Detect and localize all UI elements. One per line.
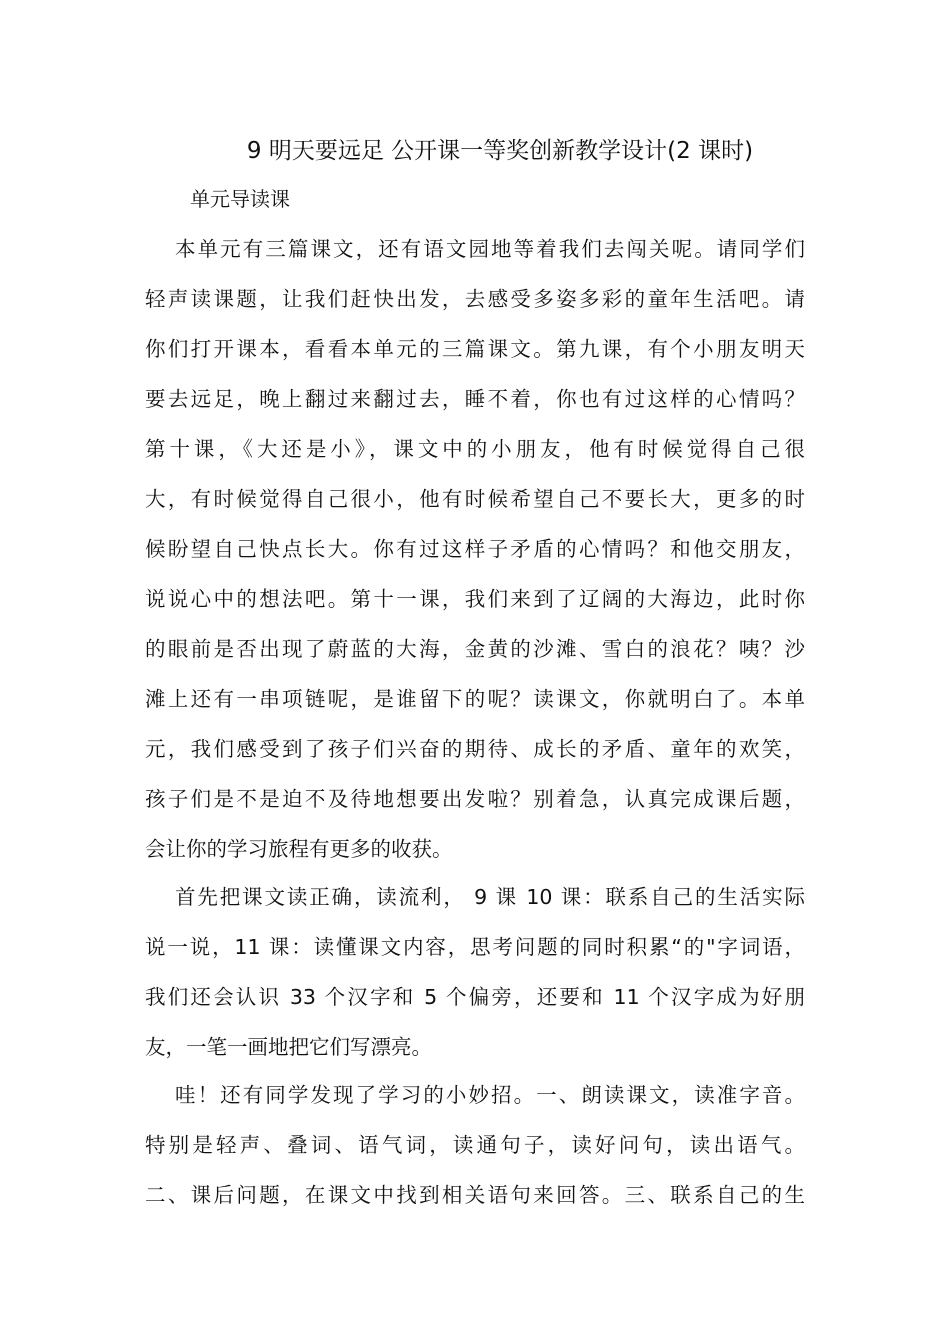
paragraph-intro: [145, 224, 805, 874]
paragraph-reading-goals: [145, 872, 805, 1072]
text-line: 二、课后问题，在课文中找到相关语句来回答。三、联系自己的生: [145, 1183, 805, 1207]
text-line: 孩子们是不是迫不及待地想要出发啦？别着急，认真完成课后题，: [145, 787, 805, 811]
text-line: 本单元有三篇课文，还有语文园地等着我们去闯关呢。请同学们: [175, 237, 805, 261]
text-line: 首先把课文读正确，读流利， 9 课 10 课：联系自己的生活实际: [175, 885, 805, 909]
document-title: 9 明天要远足 公开课一等奖创新教学设计(2 课时): [246, 138, 754, 164]
text-line: 元，我们感受到了孩子们兴奋的期待、成长的矛盾、童年的欢笑，: [145, 737, 805, 761]
text-line: 哇！还有同学发现了学习的小妙招。一、朗读课文，读准字音。: [175, 1083, 805, 1107]
text-line: 第十课，《大还是小》，课文中的小朋友，他有时候觉得自己很: [145, 437, 805, 461]
text-line: 我们还会认识 33 个汉字和 5 个偏旁，还要和 11 个汉字成为好朋: [145, 985, 805, 1009]
text-line: 特别是轻声、叠词、语气词，读通句子，读好问句，读出语气。: [145, 1133, 805, 1157]
section-heading: 单元导读课: [190, 187, 290, 211]
text-line: 友，一笔一画地把它们写漂亮。: [145, 1035, 432, 1059]
text-line: 轻声读课题，让我们赶快出发，去感受多姿多彩的童年生活吧。请: [145, 287, 805, 311]
text-line: 说一说，11 课：读懂课文内容，思考问题的同时积累“的"字词语，: [145, 935, 805, 959]
text-line: 你们打开课本，看看本单元的三篇课文。第九课，有个小朋友明天: [145, 337, 805, 361]
text-line: 说说心中的想法吧。第十一课，我们来到了辽阔的大海边，此时你: [145, 587, 805, 611]
text-line: 大，有时候觉得自己很小，他有时候希望自己不要长大，更多的时: [145, 487, 805, 511]
text-line: 会让你的学习旅程有更多的收获。: [145, 837, 453, 861]
text-line: 要去远足，晚上翻过来翻过去，睡不着，你也有过这样的心情吗？: [145, 387, 805, 411]
text-line: 滩上还有一串项链呢，是谁留下的呢？读课文，你就明白了。本单: [145, 687, 805, 711]
text-line: 的眼前是否出现了蔚蓝的大海，金黄的沙滩、雪白的浪花？咦？沙: [145, 637, 805, 661]
paragraph-study-tips: [145, 1070, 805, 1220]
text-line: 候盼望自己快点长大。你有过这样子矛盾的心情吗？和他交朋友，: [145, 537, 805, 561]
